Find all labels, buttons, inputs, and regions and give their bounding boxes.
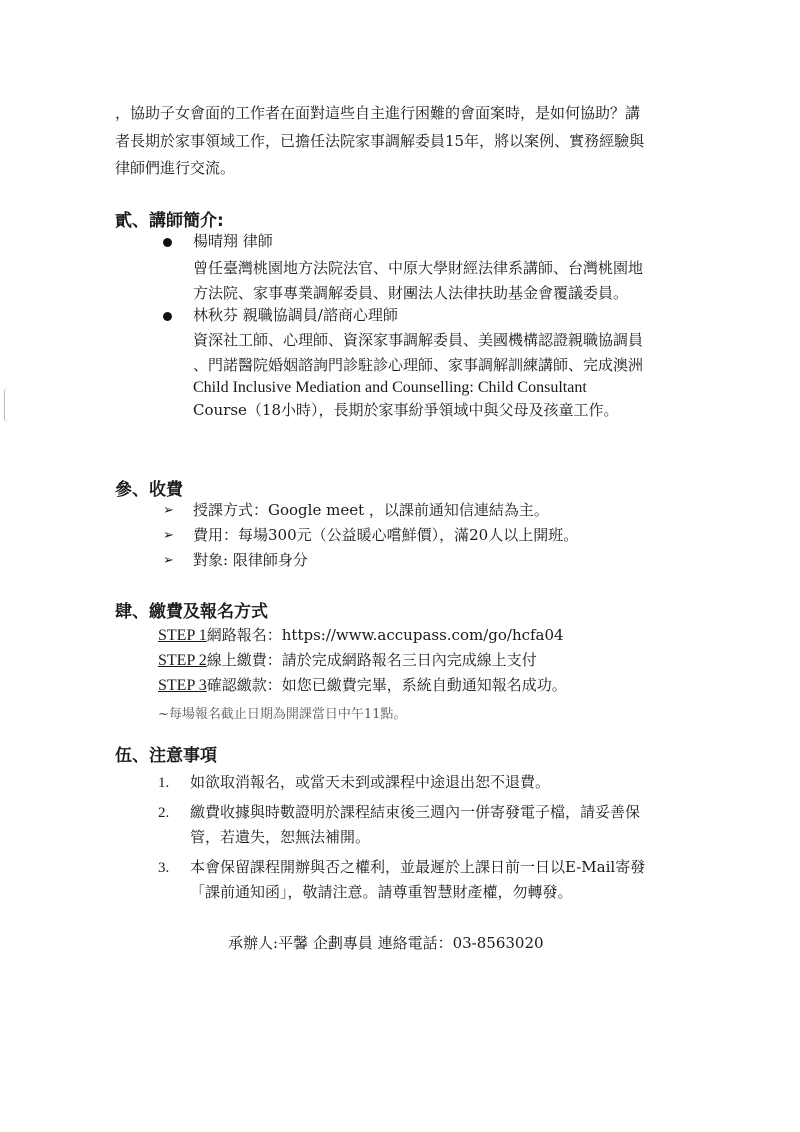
section-heading-speakers: 貳、講師簡介:	[115, 211, 224, 231]
step-text: 網路報名：https://www.accupass.com/go/hcfa04	[206, 626, 564, 644]
note-line: 如欲取消報名，或當天未到或課程中途退出恕不退費。	[190, 773, 551, 791]
note-line: 管，若遺失，恕無法補開。	[190, 828, 371, 846]
fee-item: 授課方式：Google meet ，以課前通知信連結為主。	[193, 501, 549, 519]
speaker-1-bio-line: 曾任臺灣桃園地方法院法官、中原大學財經法律系講師、台灣桃園地	[193, 259, 644, 277]
note-line: 繳費收據與時數證明於課程結束後三週內一併寄發電子檔，請妥善保	[190, 803, 641, 821]
speaker-2-bio-line: Child Inclusive Mediation and Counselling: Child Consultant	[193, 379, 587, 396]
deadline-note: ~每場報名截止日期為開課當日中午11點。	[158, 707, 407, 722]
bullet-dot	[163, 312, 172, 321]
contact-footer: 承辦人:平馨 企劃專員 連絡電話：03-8563020	[228, 934, 544, 952]
note-line: 本會保留課程開辦與否之權利，並最遲於上課日前一日以E-Mail寄發	[190, 858, 646, 876]
speaker-2-bio-line: 、門諾醫院婚姻諮詢門診駐診心理師、家事調解訓練講師、完成澳洲	[193, 356, 644, 374]
scan-edge-mark	[4, 388, 11, 422]
intro-line-3: 律師們進行交流。	[115, 159, 236, 177]
step-label: STEP 2	[158, 652, 207, 669]
step-label: STEP 3	[158, 677, 207, 694]
section-heading-notes: 伍、注意事項	[115, 746, 217, 766]
step-text: 線上繳費：請於完成網路報名三日內完成線上支付	[206, 651, 537, 669]
arrow-bullet-icon: ➢	[163, 503, 174, 518]
step-row	[158, 653, 537, 668]
speaker-2-name: 林秋芬 親職協調員/諮商心理師	[193, 306, 398, 324]
bullet-dot	[163, 238, 172, 247]
note-number: 2.	[158, 805, 170, 821]
note-number: 1.	[158, 775, 170, 791]
fee-item: 費用：每場300元（公益暖心嚐鮮價），滿20人以上開班。	[193, 526, 579, 544]
intro-line-2: 者長期於家事領域工作，已擔任法院家事調解委員15年，將以案例、實務經驗與	[115, 132, 645, 150]
fee-item: 對象: 限律師身分	[193, 551, 308, 569]
step-text: 確認繳款：如您已繳費完畢，系統自動通知報名成功。	[206, 676, 567, 694]
speaker-1-name: 楊晴翔 律師	[193, 232, 273, 250]
section-heading-fees: 參、收費	[115, 480, 183, 500]
note-line: 「課前通知函」，敬請注意。請尊重智慧財產權，勿轉發。	[190, 883, 573, 901]
intro-line-1: ，協助子女會面的工作者在面對這些自主進行困難的會面案時，是如何協助？講	[115, 104, 641, 122]
speaker-2-bio-line: 資深社工師、心理師、資深家事調解委員、美國機構認證親職協調員	[193, 331, 644, 349]
speaker-1-bio-line: 方法院、家事專業調解委員、財團法人法律扶助基金會覆議委員。	[193, 284, 629, 302]
arrow-bullet-icon: ➢	[163, 553, 174, 568]
step-label: STEP 1	[158, 627, 207, 644]
speaker-2-bio-line: Course（18小時），長期於家事紛爭領域中與父母及孩童工作。	[193, 401, 619, 419]
arrow-bullet-icon: ➢	[163, 528, 174, 543]
section-heading-registration: 肆、繳費及報名方式	[115, 602, 268, 622]
note-number: 3.	[158, 860, 170, 876]
step-row	[158, 628, 564, 643]
step-row	[158, 678, 567, 693]
